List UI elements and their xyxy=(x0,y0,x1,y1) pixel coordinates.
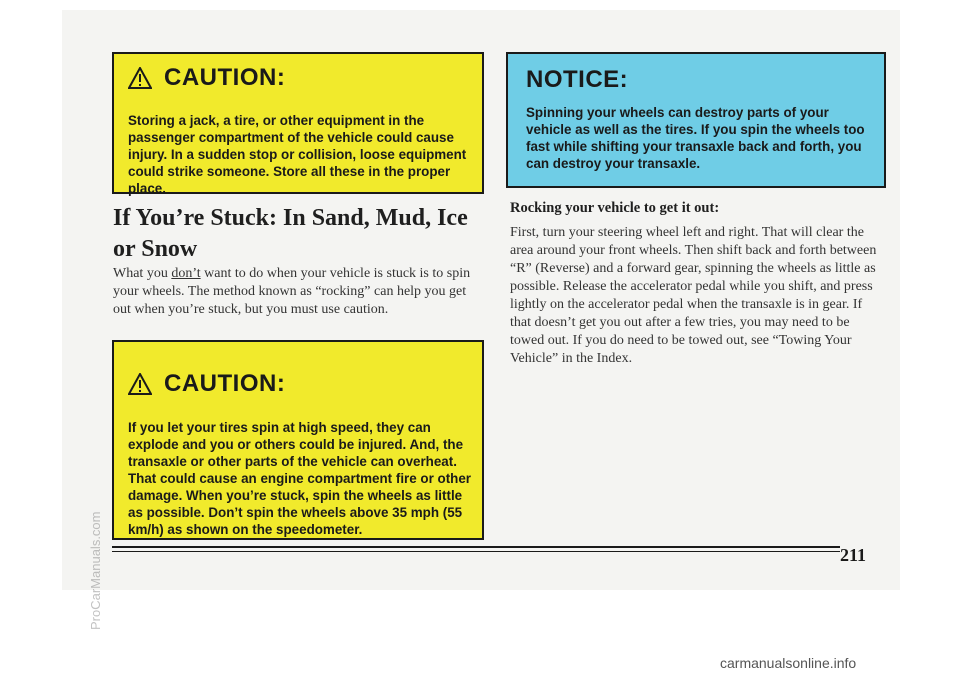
rocking-subheading: Rocking your vehicle to get it out: xyxy=(510,200,720,216)
warning-triangle-icon xyxy=(128,67,152,89)
footer-rule xyxy=(112,546,840,548)
caution-box-storage xyxy=(112,52,484,194)
notice-heading: NOTICE: xyxy=(526,66,629,93)
caution-heading-text: CAUTION: xyxy=(164,64,286,91)
notice-body: Spinning your wheels can destroy parts of your vehicle as well as the tires. If you spin the wheels too fast while shifting your transaxle back and forth, you can destroy your transaxle. xyxy=(526,105,865,171)
caution-body: If you let your tires spin at high speed, they can explode and you or others could be injured. And, the transaxle or other parts of the vehicle can overheat. That could cause an engine compartment fire or other damage. When you’re stuck, spin the wheels as little as possible. Don’t spin the wheels above 35 mph (55 km/h) as shown on the speedometer. xyxy=(128,420,472,537)
watermark-left: ProCarManuals.com xyxy=(88,511,103,630)
caution-heading xyxy=(128,64,285,92)
page-number: 211 xyxy=(840,545,867,565)
footer-rule-thin xyxy=(112,551,840,552)
stuck-paragraph-emphasis: don’t xyxy=(171,266,201,281)
caution-box-spinning xyxy=(112,340,484,540)
caution-heading xyxy=(128,370,285,398)
stuck-paragraph-start: What you xyxy=(113,266,172,281)
caution-body: Storing a jack, a tire, or other equipment in the passenger compartment of the vehicle could cause injury. In a sudden stop or collision, loose equipment could strike someone. Store all these in the proper place. xyxy=(128,113,467,196)
notice-box xyxy=(506,52,886,188)
warning-triangle-icon xyxy=(128,373,152,395)
rocking-paragraph: First, turn your steering wheel left and right. That will clear the area around your front wheels. Then shift back and forth between “R” (Reverse) and a forward gear, spinning the wheels as little as possible. Release the accelerator pedal while you shift, and press lightly on the accelerator pedal when the transaxle is in gear. If that doesn’t get you out after a few tries, you may need to be towed out. If you do need to be towed out, see “Towing Your Vehicle” in the Index. xyxy=(510,225,877,366)
stuck-paragraph xyxy=(113,265,485,319)
stuck-paragraph-rest: want to do when your vehicle is stuck is to spin your wheels. The method known as “rocking” can help you get out when you’re stuck, but you must use caution. xyxy=(113,266,471,317)
section-title: If You’re Stuck: In Sand, Mud, Ice or Snow xyxy=(113,205,468,262)
watermark-bottom: carmanualsonline.info xyxy=(720,655,857,671)
caution-heading-text: CAUTION: xyxy=(164,370,286,397)
